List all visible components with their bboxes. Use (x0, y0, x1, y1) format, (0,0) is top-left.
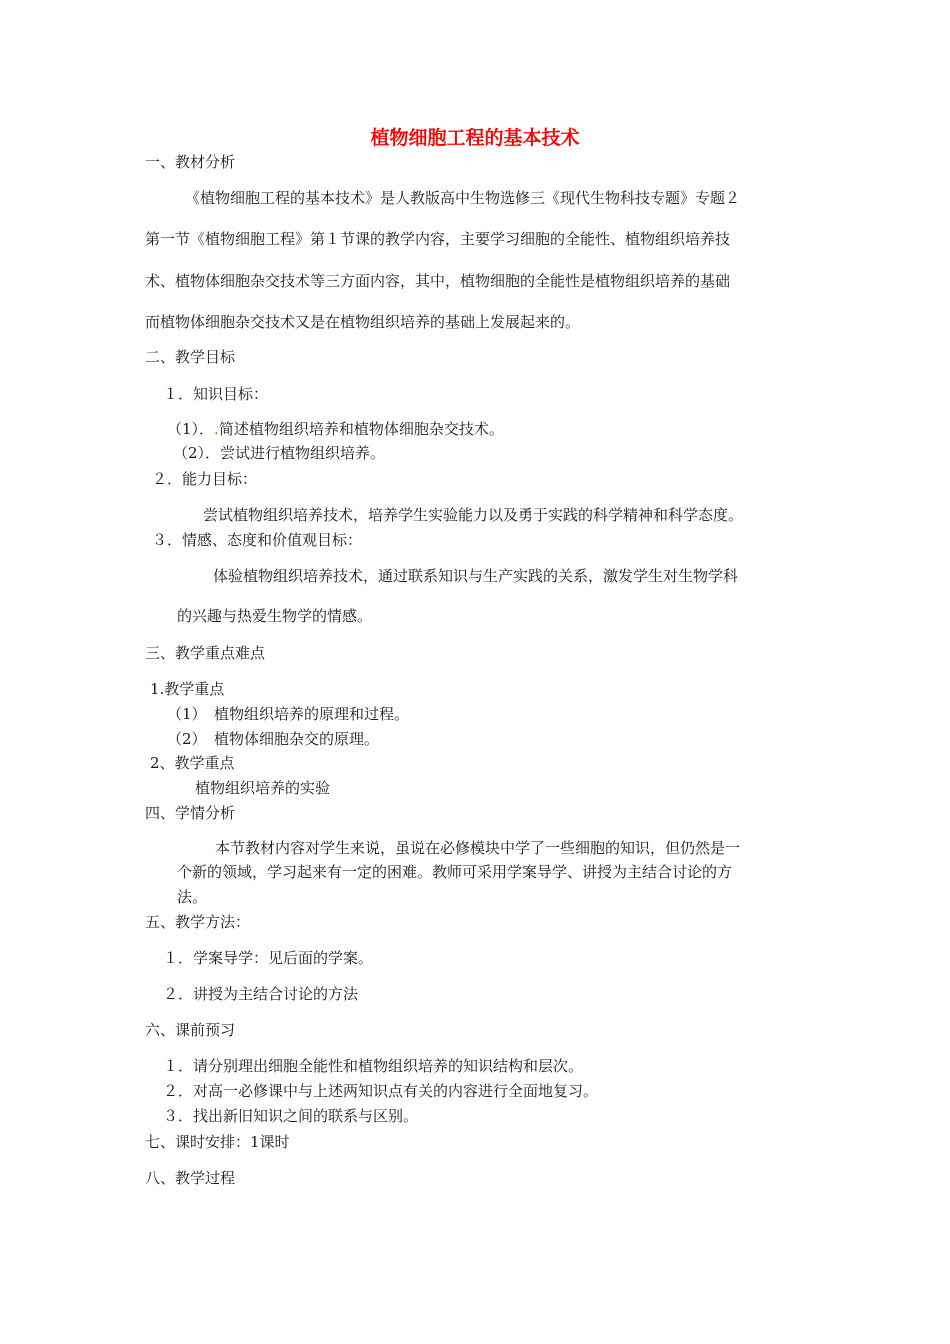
paragraph-line: 第一节《植物细胞工程》第１节课的教学内容，主要学习细胞的全能性、植物组织培养技 (145, 230, 731, 248)
section-heading-2: 二、教学目标 (145, 348, 236, 366)
subheading-knowledge: １．知识目标： (163, 385, 269, 403)
list-item: （2）．尝试进行植物组织培养。 (173, 444, 386, 462)
paragraph-line: 体验植物组织培养技术，通过联系知识与生产实践的关系，激发学生对生物学科 (213, 567, 739, 585)
subheading-focus-2: 2、教学重点 (150, 754, 235, 772)
section-heading-4: 四、学情分析 (145, 804, 236, 822)
list-item: 植物组织培养的实验 (195, 779, 331, 797)
paragraph-line: 术、植物体细胞杂交技术等三方面内容，其中，植物细胞的全能性是植物组织培养的基础 (145, 272, 731, 290)
list-item: （1） 植物组织培养的原理和过程。 (167, 705, 410, 723)
document-title: 植物细胞工程的基本技术 (370, 127, 580, 149)
list-item: （2） 植物体细胞杂交的原理。 (167, 730, 380, 748)
list-item (163, 1081, 598, 1101)
list-item-text: 简述植物组织培养和植物体细胞杂交技术。 (218, 420, 504, 438)
section-heading-1: 一、教材分析 (145, 153, 236, 171)
subheading-emotion: ３．情感、态度和价值观目标： (152, 531, 363, 549)
list-item: ２．讲授为主结合讨论的方法 (163, 985, 359, 1003)
list-item-prefix: （1）． (167, 420, 215, 438)
paragraph-line: 法。 (177, 888, 208, 906)
section-heading-7: 七、课时安排：1课时 (145, 1133, 290, 1151)
section-heading-6: 六、课前预习 (145, 1021, 236, 1039)
list-item-text: ２．对高一必修课中与上述两知识点有关的 (163, 1082, 449, 1100)
paragraph-line: 而植物体细胞杂交技术又是在植物组织培养的基础上发展起来的。 (145, 313, 581, 331)
list-item (167, 419, 504, 439)
section-heading-3: 三、教学重点难点 (145, 644, 266, 662)
list-item-text: 内容进行全面地复习。 (448, 1082, 599, 1100)
section-heading-8: 八、教学过程 (145, 1169, 236, 1187)
paragraph-line: 《植物细胞工程的基本技术》是人教版高中生物选修三《现代生物科技专题》专题２ (185, 189, 741, 207)
paragraph-line: 本节教材内容对学生来说，虽说在必修模块中学了一些细胞的知识，但仍然是一 (215, 839, 741, 857)
list-item: １．请分别理出细胞全能性和植物组织培养的知识结构和层次。 (163, 1057, 584, 1075)
paragraph-line: 个新的领域，学习起来有一定的困难。教师可采用学案导学、讲授为主结合讨论的方 (177, 863, 733, 881)
list-item: １．学案导学：见后面的学案。 (163, 949, 374, 967)
paragraph-line: 的兴趣与热爱生物学的情感。 (177, 607, 373, 625)
list-item: ３．找出新旧知识之间的联系与区别。 (163, 1107, 419, 1125)
dot-mark: . (214, 420, 219, 438)
subheading-ability: ２．能力目标： (152, 470, 258, 488)
section-heading-5: 五、教学方法： (145, 913, 251, 931)
subheading-focus-1: 1.教学重点 (150, 680, 225, 698)
paragraph-line: 尝试植物组织培养技术，培养学生实验能力以及勇于实践的科学精神和科学态度。 (203, 506, 744, 524)
